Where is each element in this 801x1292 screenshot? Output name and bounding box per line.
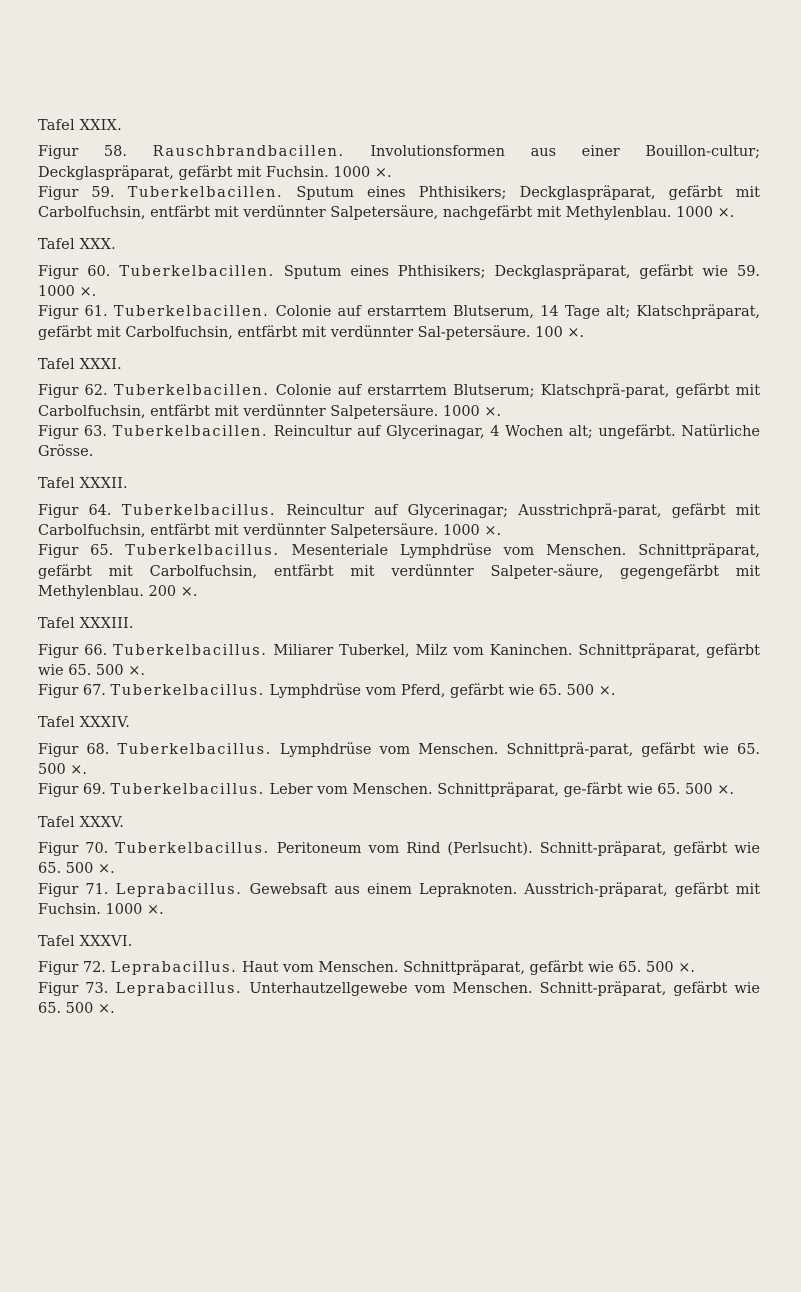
figure-label: Figur 69. [38,782,106,799]
plate-title: Tafel XXXII. [38,476,128,493]
plate-section [38,813,760,920]
species-name: Leprabacillus. [115,881,243,898]
species-name: Tuberkelbacillus. [113,642,268,659]
figure-description: Haut vom Menschen. Schnittpräparat, gefärbt wie 65. 500 ×. [241,960,696,977]
figure-caption [38,641,760,682]
species-name: Rauschbrandbacillen. [152,144,345,161]
species-name: Tuberkelbacillen. [119,263,275,280]
figure-caption [38,958,760,978]
figure-description: Reincultur auf Glycerinagar, 4 Wochen alt; ungefärbt. Natürliche Grösse. [38,423,761,461]
plate-title: Tafel XXIX. [38,118,122,134]
figure-caption [38,681,760,701]
figure-description: Lymphdrüse vom Pferd, gefärbt wie 65. 500 ×. [269,683,616,700]
figure-caption [38,302,760,343]
figure-label: Figur 61. [38,304,108,321]
figure-caption [38,979,760,1020]
figure-caption [38,880,760,921]
plate-section [38,713,760,800]
species-name: Tuberkelbacillus. [110,683,265,700]
species-name: Tuberkelbacillen. [112,423,269,440]
figure-description: Miliarer Tuberkel, Milz vom Kaninchen. Schnittpräparat, gefärbt wie 65. 500 ×. [38,642,761,679]
figure-caption [38,381,760,422]
figure-description: Unterhautzellgewebe vom Menschen. Schnitt-präparat, gefärbt wie 65. 500 ×. [38,980,761,1017]
species-name: Tuberkelbacillus. [125,543,280,560]
plate-title: Tafel XXXVI. [38,934,133,951]
figure-description: Sputum eines Phthisikers; Deckglaspräparat, gefärbt wie 59. 1000 ×. [38,263,761,301]
species-name: Tuberkelbacillus. [115,840,270,857]
plate-section [38,474,760,602]
figure-caption [38,541,760,602]
species-name: Tuberkelbacillen. [127,184,284,201]
figure-caption [38,780,760,800]
figure-label: Figur 72. [38,960,106,977]
figure-label: Figur 65. [38,543,114,560]
species-name: Tuberkelbacillen. [113,304,270,321]
figure-description: Involutionsformen aus einer Bouillon-cultur; Deckglaspräparat, gefärbt mit Fuchsin. 1000 ×. [38,144,761,181]
species-name: Tuberkelbacillus. [117,741,272,758]
figure-description: Reincultur auf Glycerinagar; Ausstrichprä-parat, gefärbt mit Carbolfuchsin, entfärbt mit verdünnter Salpetersäure. 1000 ×. [38,502,761,540]
figure-description: Colonie auf erstarrtem Blutserum, 14 Tage alt; Klatschpräparat, gefärbt mit Carbolfuchsin, entfärbt mit verdünnter Sal-petersäure. 100 ×. [38,304,761,341]
species-name: Tuberkelbacillen. [113,383,270,400]
figure-caption [38,839,760,880]
figure-description: Lymphdrüse vom Menschen. Schnittprä-parat, gefärbt wie 65. 500 ×. [38,741,761,779]
plate-section [38,614,760,701]
figure-description: Leber vom Menschen. Schnittpräparat, ge-färbt wie 65. 500 ×. [269,782,735,799]
plate-title: Tafel XXXIV. [38,715,131,732]
figure-label: Figur 62. [38,383,108,400]
plate-title: Tafel XXXI. [38,356,122,373]
figure-caption [38,183,760,224]
species-name: Leprabacillus. [110,960,238,977]
species-name: Tuberkelbacillus. [110,782,265,799]
figure-label: Figur 58. [38,144,127,161]
figure-label: Figur 60. [38,263,111,280]
figure-label: Figur 71. [38,881,109,898]
figure-caption [38,422,760,463]
plate-title: Tafel XXX. [38,237,116,254]
species-name: Leprabacillus. [115,980,243,997]
figure-label: Figur 59. [38,184,115,201]
figure-label: Figur 67. [38,683,106,700]
figure-description: Gewebsaft aus einem Lepraknoten. Ausstrich-präparat, gefärbt mit Fuchsin. 1000 ×. [38,881,761,918]
figure-description: Mesenteriale Lymphdrüse vom Menschen. Schnittpräparat, gefärbt mit Carbolfuchsin, entfärbt mit verdünnter Salpeter-säure, gegengefärbt mit Methylenblau. 200 ×. [38,543,761,600]
figure-description: Colonie auf erstarrtem Blutserum; Klatschprä-parat, gefärbt mit Carbolfuchsin, entfärbt mit verdünnter Salpetersäure. 1000 ×. [38,383,761,420]
figure-label: Figur 68. [38,741,110,758]
figure-label: Figur 73. [38,980,109,997]
plate-section [38,932,760,1019]
figure-description: Peritoneum vom Rind (Perlsucht). Schnitt-präparat, gefärbt wie 65. 500 ×. [38,840,760,878]
plate-title: Tafel XXXV. [38,814,125,831]
plate-legend-list [38,116,760,1019]
figure-caption [38,740,760,781]
figure-description: Sputum eines Phthisikers; Deckglaspräparat, gefärbt mit Carbolfuchsin, entfärbt mit verdünnter Salpetersäure, nachgefärbt mit Methylenblau. 1000 ×. [38,184,760,222]
figure-label: Figur 70. [38,840,109,857]
figure-caption [38,262,760,303]
plate-section [38,235,760,342]
plate-title: Tafel XXXIII. [38,616,134,633]
species-name: Tuberkelbacillus. [121,502,277,519]
figure-label: Figur 64. [38,502,112,519]
figure-caption [38,142,760,183]
figure-label: Figur 66. [38,642,108,659]
plate-section [38,116,760,223]
figure-caption [38,501,760,542]
figure-label: Figur 63. [38,423,107,440]
plate-section [38,355,760,462]
